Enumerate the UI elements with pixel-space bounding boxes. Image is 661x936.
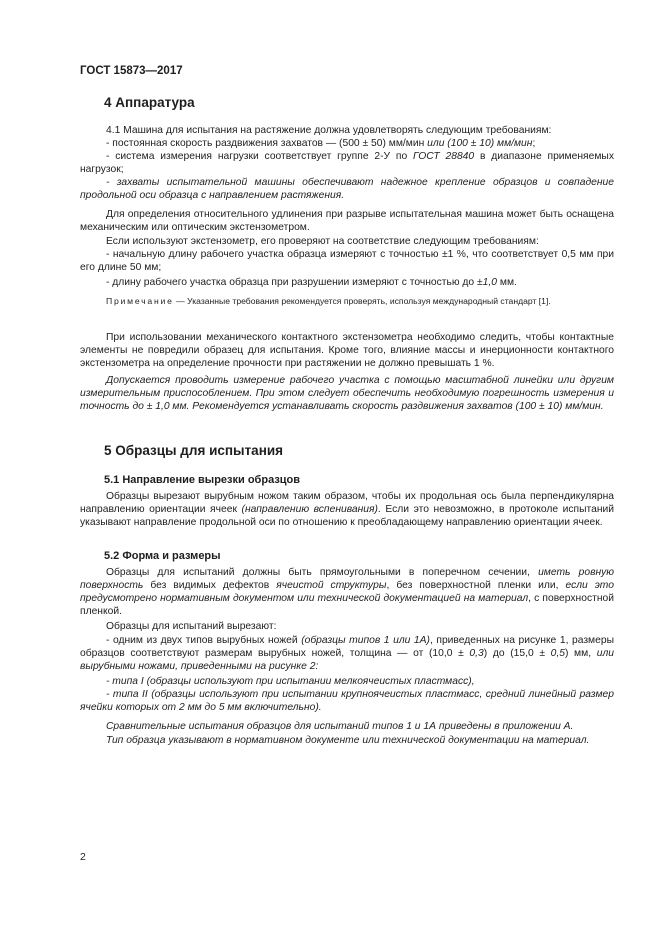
section-5-title: 5 Образцы для испытания	[104, 443, 284, 458]
paragraph-5-1: Образцы вырезают вырубным ножом таким образом, чтобы их продольная ось была перпендикулярна направлению ориентации ячеек (направлению вспенивания). Если это невозможно, в протоколе испытаний указывают направление продольной оси по отношению к преобладающему направлению ориентации ячеек.	[80, 491, 615, 528]
item-type-1: - типа I (образцы используют при испытании мелкоячеистых пластмасс),	[106, 676, 475, 687]
section-4-title: 4 Аппаратура	[104, 95, 195, 110]
subsection-5-1-title: 5.1 Направление вырезки образцов	[104, 474, 301, 486]
paragraph-cut-out: Образцы для испытаний вырезают:	[106, 621, 277, 632]
paragraph-comparison: Сравнительные испытания образцов для испытаний типов 1 и 1А приведены в приложении А.	[106, 721, 574, 732]
paragraph-elongation: Для определения относительного удлинения при разрыве испытательная машина может быть оснащена механическим или оптическим экстензометром.	[80, 209, 614, 233]
paragraph-contact-extensometer: При использовании механического контактного экстензометра необходимо следить, чтобы контактные элементы не повредили образец для испытания. Кроме того, влияние массы и инерционности контактного экстензометра на определение прочности при растяжении не должно превышать 1 %.	[80, 332, 614, 369]
paragraph-ruler: Допускается проводить измерение рабочего участка с помощью масштабной линейки или другим измерительным приспособлением. При этом следует обеспечить необходимую погрешность измерения и точность до ± 1,0 мм. Рекомендуется устанавливать скорость раздвижения захватов (100 ± 10) мм/мин.	[80, 375, 614, 412]
item-knives: - одним из двух типов вырубных ножей (образцы типов 1 или 1А), приведенных на рисунке 1, размеры образцов соответствуют размерам вырубных ножей, толщина — от (10,0 ± 0,3) до (15,0 ± 0,5) мм, или вырубными ножами, приведенными на рисунке 2:	[80, 635, 614, 672]
document-header: ГОСТ 15873—2017	[80, 65, 183, 77]
requirement-length-at-break: - длину рабочего участка образца при разрушении измеряют с точностью до ±1,0 мм.	[106, 277, 517, 288]
subsection-5-2-title: 5.2 Форма и размеры	[104, 550, 221, 562]
paragraph-4-1: 4.1 Машина для испытания на растяжение должна удовлетворять следующим требованиям:	[106, 125, 552, 136]
item-type-2: - типа II (образцы используют при испытании крупноячеистых пластмасс, средний линейный размер ячейки которых от 2 мм до 5 мм включительно).	[80, 689, 614, 713]
paragraph-extensometer: Если используют экстензометр, его проверяют на соответствие следующим требованиям:	[106, 236, 539, 247]
paragraph-specimen-type: Тип образца указывают в нормативном документе или технической документации на материал.	[106, 735, 590, 746]
requirement-speed: - постоянная скорость раздвижения захватов — (500 ± 50) мм/мин или (100 ± 10) мм/мин;	[106, 138, 536, 149]
paragraph-shape: Образцы для испытаний должны быть прямоугольными в поперечном сечении, иметь ровную поверхность без видимых дефектов ячеистой структуры, без поверхностной пленки или, если это предусмотрено нормативным документом или технической документацией на материал, с поверхностной пленкой.	[80, 567, 614, 617]
requirement-initial-length: - начальную длину рабочего участка образца измеряют с точностью ±1 %, что соответствует 0,5 мм при его длине 50 мм;	[80, 249, 614, 273]
requirement-load: - система измерения нагрузки соответствует группе 2-У по ГОСТ 28840 в диапазоне применяемых нагрузок;	[80, 151, 614, 175]
requirement-grips: - захваты испытательной машины обеспечивают надежное крепление образцов и совпадение продольной оси образца с направлением растяжения.	[80, 177, 614, 201]
note: Примечание — Указанные требования рекомендуется проверять, используя международный стандарт [1].	[106, 296, 551, 306]
page-number: 2	[80, 851, 86, 863]
